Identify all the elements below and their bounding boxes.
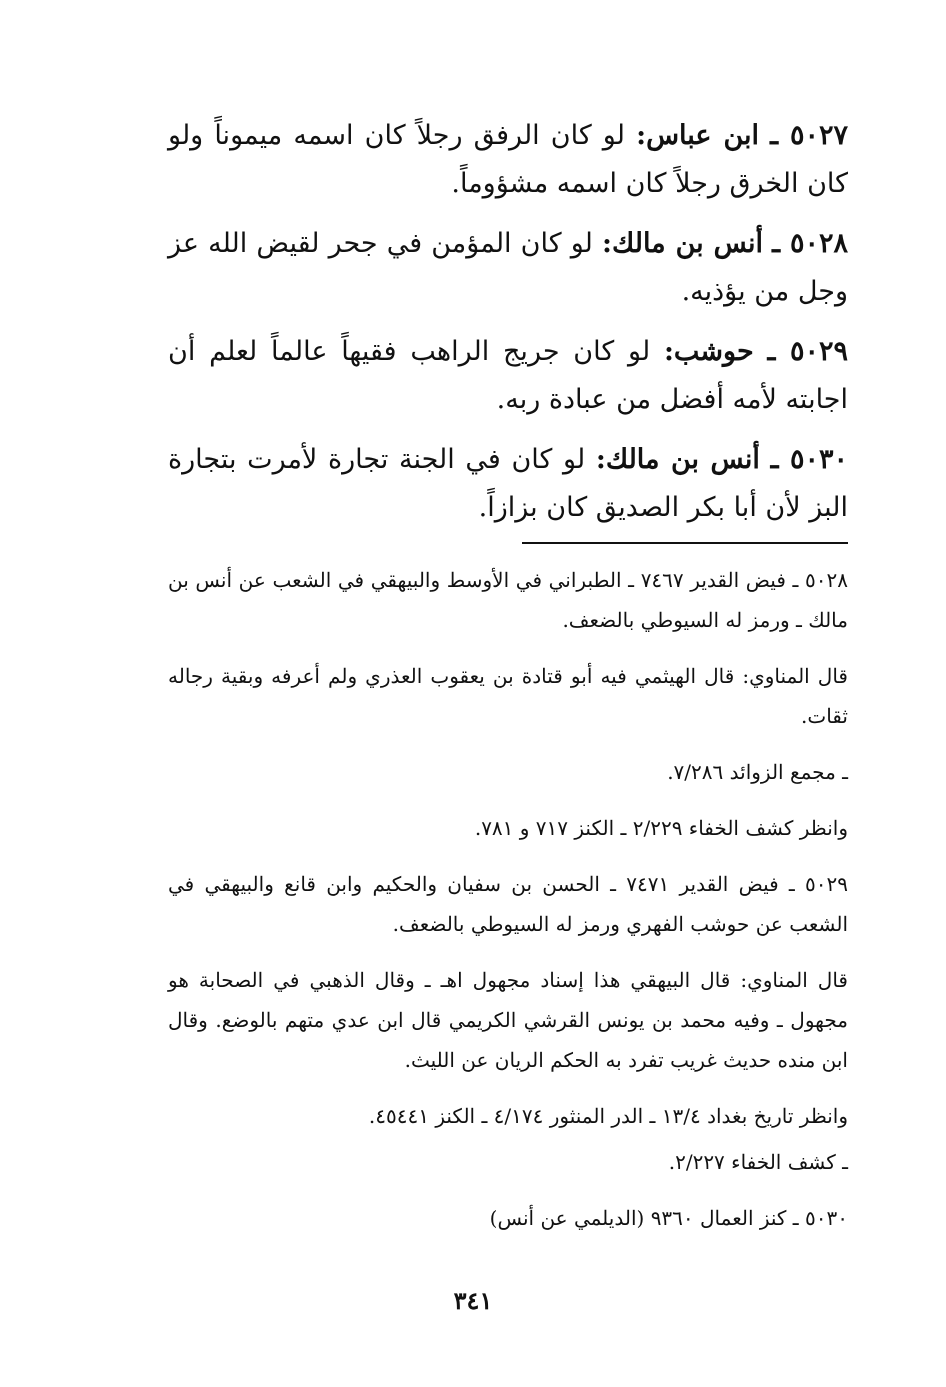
footnote: ٥٠٢٩ ـ فيض القدير ٧٤٧١ ـ الحسن بن سفيان والحكيم وابن قانع والبيهقي في الشعب عن حوشب الفهري ورمز له السيوطي بالضعف. xyxy=(168,872,849,936)
footnote-divider xyxy=(522,542,848,544)
footnote: وانظر كشف الخفاء ٢/٢٢٩ ـ الكنز ٧١٧ و ٧٨١. xyxy=(474,816,848,840)
page-number: ٣٤١ xyxy=(453,1286,493,1315)
hadith-entry xyxy=(168,220,848,316)
entry-number: ٥٠٢٧ ـ xyxy=(770,120,849,151)
footnote: ٥٠٣٠ ـ كنز العمال ٩٣٦٠ (الديلمي عن أنس) xyxy=(489,1206,848,1230)
entry-narrator: أنس بن مالك: xyxy=(602,228,764,259)
entry-narrator: ابن عباس: xyxy=(636,120,760,151)
footnote: وانظر تاريخ بغداد ١٣/٤ ـ الدر المنثور ٤/١٧٤ ـ الكنز ٤٥٤٤١. xyxy=(368,1104,848,1128)
entry-number: ٥٠٢٩ ـ xyxy=(767,336,848,367)
hadith-entries xyxy=(168,112,848,544)
hadith-entry xyxy=(168,112,848,208)
entry-text: لو كان في الجنة تجارة لأمرت بتجارة البز لأن أبا بكر الصديق كان بزازاً. xyxy=(168,444,848,523)
entry-number: ٥٠٢٨ ـ xyxy=(772,228,848,259)
entry-number: ٥٠٣٠ ـ xyxy=(770,444,848,475)
footnote: ٥٠٢٨ ـ فيض القدير ٧٤٦٧ ـ الطبراني في الأوسط والبيهقي في الشعب عن أنس بن مالك ـ ورمز له السيوطي بالضعف. xyxy=(168,568,848,632)
footnotes xyxy=(168,560,848,1254)
hadith-entry xyxy=(168,328,848,424)
entry-narrator: حوشب: xyxy=(663,336,754,367)
footnote: قال المناوي: قال الهيثمي فيه أبو قتادة بن يعقوب العذري ولم أعرفه وبقية رجاله ثقات. xyxy=(168,664,848,728)
entry-text: لو كان جريج الراهب فقيهاً عالماً لعلم أن اجابته لأمه أفضل من عبادة ربه. xyxy=(168,336,848,415)
hadith-entry xyxy=(168,436,848,532)
footnote: ـ مجمع الزوائد ٧/٢٨٦. xyxy=(667,760,848,784)
entry-text: لو كان الرفق رجلاً كان اسمه ميموناً ولو كان الخرق رجلاً كان اسمه مشؤوماً. xyxy=(168,120,848,199)
entry-text: لو كان المؤمن في جحر لقيض الله عز وجل من يؤذيه. xyxy=(168,228,848,307)
footnote: ـ كشف الخفاء ٢/٢٢٧. xyxy=(668,1150,848,1174)
footnote: قال المناوي: قال البيهقي هذا إسناد مجهول اهـ ـ وقال الذهبي في الصحابة هو مجهول ـ وفيه محمد بن يونس القرشي الكريمي قال ابن عدي متهم بالوضع. وقال ابن منده حديث غريب تفرد به الحكم الريان عن الليث. xyxy=(168,968,848,1072)
entry-narrator: أنس بن مالك: xyxy=(595,444,760,475)
